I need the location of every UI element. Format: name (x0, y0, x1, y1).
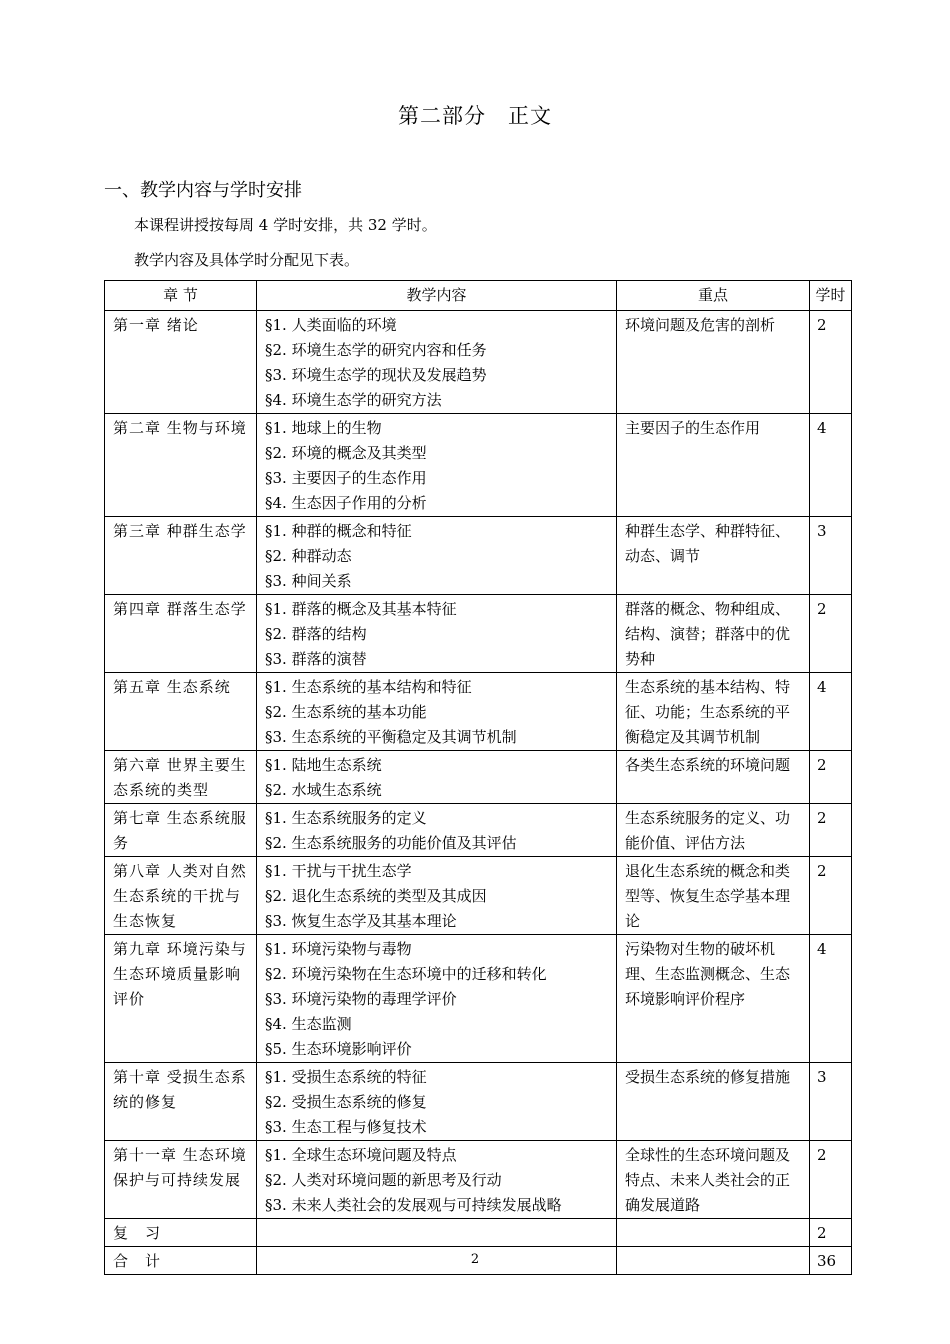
content-item: §3. 种间关系 (265, 572, 352, 590)
content-cell (257, 595, 617, 673)
table-header-row (105, 281, 852, 311)
table-body (105, 311, 852, 1275)
content-item: §1. 种群的概念和特征 (265, 522, 412, 540)
focus-cell: 受损生态系统的修复措施 (617, 1063, 810, 1141)
content-item: §2. 生态系统服务的功能价值及其评估 (265, 834, 517, 852)
content-cell (257, 804, 617, 857)
chapter-cell: 第六章 世界主要生态系统的类型 (105, 751, 257, 804)
hours-cell: 2 (810, 311, 852, 414)
table-row (105, 1063, 852, 1141)
focus-cell: 群落的概念、物种组成、结构、演替；群落中的优势种 (617, 595, 810, 673)
content-item: §4. 生态监测 (265, 1015, 352, 1033)
content-cell (257, 1141, 617, 1219)
content-item: §3. 主要因子的生态作用 (265, 469, 427, 487)
content-item: §5. 生态环境影响评价 (265, 1040, 412, 1058)
hours-cell: 2 (810, 804, 852, 857)
table-row (105, 414, 852, 517)
table-row (105, 311, 852, 414)
content-item: §2. 受损生态系统的修复 (265, 1093, 427, 1111)
hours-cell: 3 (810, 1063, 852, 1141)
hours-cell: 36 (810, 1247, 852, 1275)
chapter-cell: 第八章 人类对自然生态系统的干扰与生态恢复 (105, 857, 257, 935)
content-item: §3. 生态工程与修复技术 (265, 1118, 427, 1136)
content-item: §1. 环境污染物与毒物 (265, 940, 412, 958)
page-title: 第二部分 正文 (398, 104, 552, 128)
content-cell (257, 1219, 617, 1247)
chapter-cell: 第一章 绪论 (105, 311, 257, 414)
content-item: §2. 环境污染物在生态环境中的迁移和转化 (265, 965, 547, 983)
chapter-cell: 第三章 种群生态学 (105, 517, 257, 595)
content-item: §1. 生态系统的基本结构和特征 (265, 678, 472, 696)
focus-cell: 全球性的生态环境问题及特点、未来人类社会的正确发展道路 (617, 1141, 810, 1219)
table-row (105, 935, 852, 1063)
focus-cell: 退化生态系统的概念和类型等、恢复生态学基本理论 (617, 857, 810, 935)
focus-cell: 种群生态学、种群特征、动态、调节 (617, 517, 810, 595)
content-item: §3. 群落的演替 (265, 650, 367, 668)
content-item: §4. 生态因子作用的分析 (265, 494, 427, 512)
content-item: §3. 环境生态学的现状及发展趋势 (265, 366, 487, 384)
table-row (105, 517, 852, 595)
content-cell (257, 1063, 617, 1141)
content-item: §2. 退化生态系统的类型及其成因 (265, 887, 487, 905)
focus-cell: 主要因子的生态作用 (617, 414, 810, 517)
chapter-cell: 第七章 生态系统服务 (105, 804, 257, 857)
table-row (105, 673, 852, 751)
content-item: §1. 人类面临的环境 (265, 316, 397, 334)
content-cell (257, 857, 617, 935)
table-row (105, 595, 852, 673)
header-hours: 学时 (810, 281, 852, 311)
table-row (105, 751, 852, 804)
content-cell (257, 414, 617, 517)
header-content: 教学内容 (257, 281, 617, 311)
content-item: §1. 全球生态环境问题及特点 (265, 1146, 457, 1164)
content-item: §1. 地球上的生物 (265, 419, 382, 437)
content-item: §1. 群落的概念及其基本特征 (265, 600, 457, 618)
table-row (105, 1141, 852, 1219)
content-item: §1. 干扰与干扰生态学 (265, 862, 412, 880)
hours-cell: 2 (810, 1219, 852, 1247)
content-item: §3. 生态系统的平衡稳定及其调节机制 (265, 728, 517, 746)
hours-cell: 2 (810, 595, 852, 673)
content-item: §3. 环境污染物的毒理学评价 (265, 990, 457, 1008)
content-cell (257, 751, 617, 804)
header-chapter: 章 节 (105, 281, 257, 311)
hours-cell: 2 (810, 857, 852, 935)
focus-cell: 各类生态系统的环境问题 (617, 751, 810, 804)
chapter-cell: 第四章 群落生态学 (105, 595, 257, 673)
content-item: §2. 生态系统的基本功能 (265, 703, 427, 721)
table-row (105, 804, 852, 857)
chapter-cell: 第十一章 生态环境保护与可持续发展 (105, 1141, 257, 1219)
schedule-table (104, 280, 852, 1275)
paragraph-table-intro: 教学内容及具体学时分配见下表。 (134, 251, 360, 269)
content-cell (257, 311, 617, 414)
chapter-cell: 第二章 生物与环境 (105, 414, 257, 517)
hours-cell: 4 (810, 414, 852, 517)
section-heading: 一、教学内容与学时安排 (104, 180, 302, 201)
focus-cell: 生态系统的基本结构、特征、功能；生态系统的平衡稳定及其调节机制 (617, 673, 810, 751)
content-item: §3. 未来人类社会的发展观与可持续发展战略 (265, 1196, 562, 1214)
focus-cell: 污染物对生物的破坏机理、生态监测概念、生态环境影响评价程序 (617, 935, 810, 1063)
hours-cell: 4 (810, 935, 852, 1063)
content-item: §2. 水域生态系统 (265, 781, 382, 799)
focus-cell (617, 1219, 810, 1247)
content-item: §2. 种群动态 (265, 547, 352, 565)
content-item: §2. 人类对环境问题的新思考及行动 (265, 1171, 502, 1189)
hours-cell: 2 (810, 751, 852, 804)
hours-cell: 4 (810, 673, 852, 751)
content-cell (257, 935, 617, 1063)
content-item: §2. 环境的概念及其类型 (265, 444, 427, 462)
content-item: §1. 陆地生态系统 (265, 756, 382, 774)
content-cell (257, 673, 617, 751)
content-item: §2. 群落的结构 (265, 625, 367, 643)
chapter-cell: 第五章 生态系统 (105, 673, 257, 751)
focus-cell: 环境问题及危害的剖析 (617, 311, 810, 414)
chapter-cell: 第九章 环境污染与生态环境质量影响评价 (105, 935, 257, 1063)
content-cell (257, 517, 617, 595)
table-row (105, 1219, 852, 1247)
content-item: §2. 环境生态学的研究内容和任务 (265, 341, 487, 359)
focus-cell: 生态系统服务的定义、功能价值、评估方法 (617, 804, 810, 857)
chapter-cell: 第十章 受损生态系统的修复 (105, 1063, 257, 1141)
content-item: §3. 恢复生态学及其基本理论 (265, 912, 457, 930)
page-number: 2 (470, 1252, 480, 1267)
table-row (105, 857, 852, 935)
hours-cell: 3 (810, 517, 852, 595)
header-focus: 重点 (617, 281, 810, 311)
hours-cell: 2 (810, 1141, 852, 1219)
content-item: §4. 环境生态学的研究方法 (265, 391, 442, 409)
chapter-cell: 复 习 (105, 1219, 257, 1247)
content-item: §1. 受损生态系统的特征 (265, 1068, 427, 1086)
content-item: §1. 生态系统服务的定义 (265, 809, 427, 827)
paragraph-hours: 本课程讲授按每周 4 学时安排，共 32 学时。 (134, 216, 437, 234)
chapter-cell: 合 计 (105, 1247, 257, 1275)
